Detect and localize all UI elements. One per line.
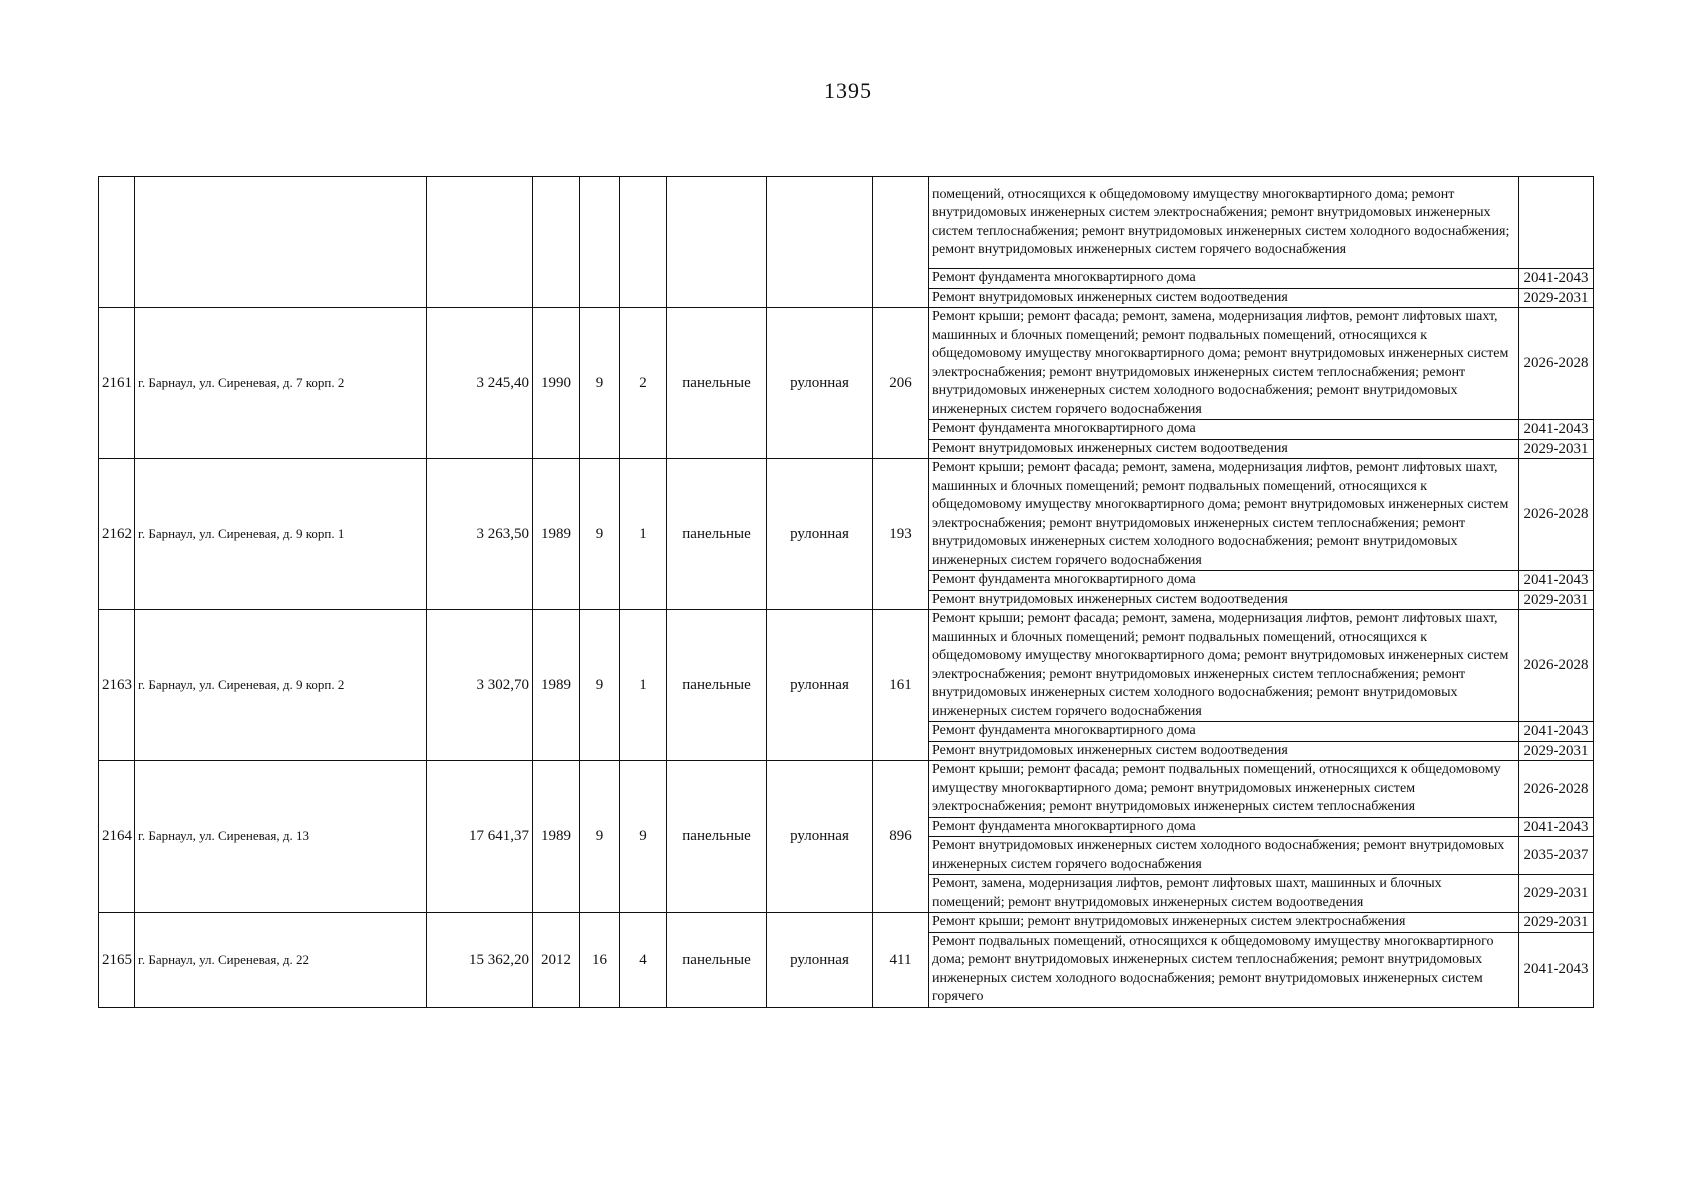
work-description: Ремонт фундамента многоквартирного дома (929, 420, 1519, 440)
work-description: Ремонт крыши; ремонт фасада; ремонт подвальных помещений, относящихся к общедомовому имуществу многоквартирного дома; ремонт внутридомовых инженерных систем электроснабжения; ремонт внутридомовых инженерных систем теплоснабжения (929, 761, 1519, 818)
entrances-count: 4 (620, 913, 667, 1008)
work-description: Ремонт внутридомовых инженерных систем водоотведения (929, 741, 1519, 761)
floors-cell (580, 177, 620, 308)
entrances-count: 9 (620, 761, 667, 913)
work-period: 2029-2031 (1519, 913, 1594, 933)
total-area: 3 245,40 (427, 308, 533, 459)
house-number: 2164 (99, 761, 135, 913)
work-period: 2029-2031 (1519, 741, 1594, 761)
table-row (99, 177, 1594, 269)
roof-cell (767, 177, 873, 308)
residents-count: 161 (873, 610, 929, 761)
capital-repair-table (98, 176, 1594, 1008)
house-address: г. Барнаул, ул. Сиреневая, д. 22 (135, 913, 427, 1008)
work-period: 2041-2043 (1519, 420, 1594, 440)
work-description: Ремонт, замена, модернизация лифтов, ремонт лифтовых шахт, машинных и блочных помещений; ремонт внутридомовых инженерных систем водоотведения (929, 875, 1519, 913)
num-cell (99, 177, 135, 308)
residents-count: 411 (873, 913, 929, 1008)
work-description: Ремонт внутридомовых инженерных систем водоотведения (929, 288, 1519, 308)
table-row (99, 761, 1594, 818)
commission-year: 2012 (533, 913, 580, 1008)
residents-count: 193 (873, 459, 929, 610)
work-period: 2041-2043 (1519, 722, 1594, 742)
work-description: Ремонт крыши; ремонт фасада; ремонт, замена, модернизация лифтов, ремонт лифтовых шахт, машинных и блочных помещений; ремонт подвальных помещений, относящихся к общедомовому имуществу многоквартирного дома; ремонт внутридомовых инженерных систем электроснабжения; ремонт внутридомовых инженерных систем теплоснабжения; ремонт внутридомовых инженерных систем холодного водоснабжения; ремонт внутридомовых инженерных систем горячего водоснабжения (929, 308, 1519, 420)
work-description: Ремонт крыши; ремонт фасада; ремонт, замена, модернизация лифтов, ремонт лифтовых шахт, машинных и блочных помещений; ремонт подвальных помещений, относящихся к общедомовому имуществу многоквартирного дома; ремонт внутридомовых инженерных систем электроснабжения; ремонт внутридомовых инженерных систем теплоснабжения; ремонт внутридомовых инженерных систем холодного водоснабжения; ремонт внутридомовых инженерных систем горячего водоснабжения (929, 610, 1519, 722)
total-area: 15 362,20 (427, 913, 533, 1008)
wall-material: панельные (667, 761, 767, 913)
entrances-count: 1 (620, 610, 667, 761)
work-period: 2026-2028 (1519, 761, 1594, 818)
wall-material: панельные (667, 308, 767, 459)
walls-cell (667, 177, 767, 308)
house-address: г. Барнаул, ул. Сиреневая, д. 13 (135, 761, 427, 913)
house-address: г. Барнаул, ул. Сиреневая, д. 9 корп. 2 (135, 610, 427, 761)
work-period: 2026-2028 (1519, 308, 1594, 420)
work-description: Ремонт фундамента многоквартирного дома (929, 571, 1519, 591)
total-area: 3 263,50 (427, 459, 533, 610)
page-number: 1395 (824, 78, 872, 103)
residents-count: 896 (873, 761, 929, 913)
work-period: 2026-2028 (1519, 610, 1594, 722)
total-area: 3 302,70 (427, 610, 533, 761)
work-period: 2026-2028 (1519, 459, 1594, 571)
table-body (99, 177, 1594, 1008)
house-number: 2161 (99, 308, 135, 459)
entrances-cell (620, 177, 667, 308)
table-row (99, 610, 1594, 722)
work-description: Ремонт фундамента многоквартирного дома (929, 722, 1519, 742)
commission-year: 1989 (533, 459, 580, 610)
work-period: 2029-2031 (1519, 875, 1594, 913)
table-row (99, 459, 1594, 571)
house-number: 2165 (99, 913, 135, 1008)
work-period: 2029-2031 (1519, 590, 1594, 610)
house-address: г. Барнаул, ул. Сиреневая, д. 9 корп. 1 (135, 459, 427, 610)
work-period: 2029-2031 (1519, 439, 1594, 459)
work-description: Ремонт крыши; ремонт внутридомовых инженерных систем электроснабжения (929, 913, 1519, 933)
floors-count: 16 (580, 913, 620, 1008)
total-area: 17 641,37 (427, 761, 533, 913)
commission-year: 1989 (533, 610, 580, 761)
work-description: помещений, относящихся к общедомовому имуществу многоквартирного дома; ремонт внутридомовых инженерных систем электроснабжения; ремонт внутридомовых инженерных систем теплоснабжения; ремонт внутридомовых инженерных систем холодного водоснабжения; ремонт внутридомовых инженерных систем горячего водоснабжения (929, 177, 1519, 269)
work-description: Ремонт фундамента многоквартирного дома (929, 269, 1519, 289)
floors-count: 9 (580, 610, 620, 761)
wall-material: панельные (667, 610, 767, 761)
work-description: Ремонт внутридомовых инженерных систем водоотведения (929, 590, 1519, 610)
work-period: 2041-2043 (1519, 817, 1594, 837)
work-period: 2029-2031 (1519, 288, 1594, 308)
floors-count: 9 (580, 459, 620, 610)
roof-type: рулонная (767, 459, 873, 610)
house-number: 2163 (99, 610, 135, 761)
work-description: Ремонт подвальных помещений, относящихся к общедомовому имуществу многоквартирного дома; ремонт внутридомовых инженерных систем теплоснабжения; ремонт внутридомовых инженерных систем холодного водоснабжения; ремонт внутридомовых инженерных систем горячего (929, 932, 1519, 1007)
commission-year: 1989 (533, 761, 580, 913)
table-row (99, 913, 1594, 933)
work-period (1519, 177, 1594, 269)
area-cell (427, 177, 533, 308)
work-period: 2041-2043 (1519, 269, 1594, 289)
entrances-count: 1 (620, 459, 667, 610)
wall-material: панельные (667, 913, 767, 1008)
roof-type: рулонная (767, 913, 873, 1008)
house-number: 2162 (99, 459, 135, 610)
address-cell (135, 177, 427, 308)
wall-material: панельные (667, 459, 767, 610)
work-period: 2035-2037 (1519, 837, 1594, 875)
year-cell (533, 177, 580, 308)
work-description: Ремонт внутридомовых инженерных систем холодного водоснабжения; ремонт внутридомовых инженерных систем горячего водоснабжения (929, 837, 1519, 875)
roof-type: рулонная (767, 308, 873, 459)
work-period: 2041-2043 (1519, 571, 1594, 591)
residents-cell (873, 177, 929, 308)
floors-count: 9 (580, 308, 620, 459)
house-address: г. Барнаул, ул. Сиреневая, д. 7 корп. 2 (135, 308, 427, 459)
table-row (99, 308, 1594, 420)
roof-type: рулонная (767, 761, 873, 913)
work-description: Ремонт крыши; ремонт фасада; ремонт, замена, модернизация лифтов, ремонт лифтовых шахт, машинных и блочных помещений; ремонт подвальных помещений, относящихся к общедомовому имуществу многоквартирного дома; ремонт внутридомовых инженерных систем электроснабжения; ремонт внутридомовых инженерных систем теплоснабжения; ремонт внутридомовых инженерных систем холодного водоснабжения; ремонт внутридомовых инженерных систем горячего водоснабжения (929, 459, 1519, 571)
floors-count: 9 (580, 761, 620, 913)
roof-type: рулонная (767, 610, 873, 761)
work-period: 2041-2043 (1519, 932, 1594, 1007)
commission-year: 1990 (533, 308, 580, 459)
entrances-count: 2 (620, 308, 667, 459)
work-description: Ремонт внутридомовых инженерных систем водоотведения (929, 439, 1519, 459)
residents-count: 206 (873, 308, 929, 459)
work-description: Ремонт фундамента многоквартирного дома (929, 817, 1519, 837)
